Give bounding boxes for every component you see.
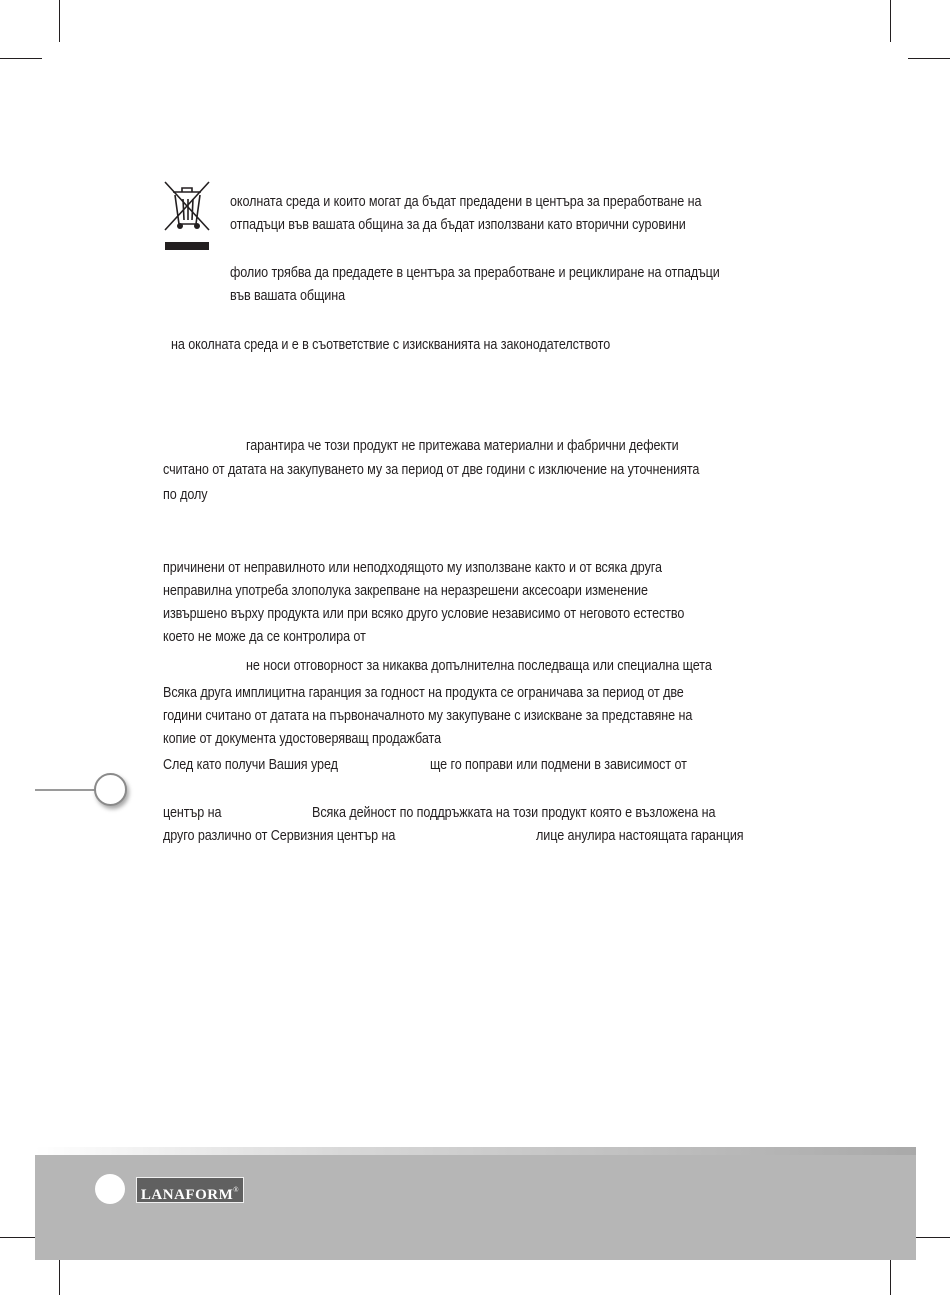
text-line: което не може да се контролира от — [163, 628, 366, 645]
logo-text: LANAFORM — [140, 1187, 234, 1203]
crossed-out-wheelie-bin-icon — [163, 180, 213, 252]
text-line: причинени от неправилното или неподходящото му използване както и от всяка друга — [163, 559, 662, 576]
footer-band — [35, 1151, 916, 1260]
side-tab-line — [35, 789, 97, 791]
side-tab-circle — [94, 773, 127, 806]
crop-mark — [0, 58, 42, 59]
registered-mark: ® — [233, 1186, 240, 1194]
text-line: ще го поправи или подмени в зависимост от — [430, 756, 687, 773]
text-line: Всяка друга имплицитна гаранция за годност на продукта се ограничава за период от две — [163, 684, 684, 701]
text-line: фолио трябва да предадете в центъра за преработване и рециклиране на отпадъци — [230, 264, 720, 281]
text-line: гарантира че този продукт не притежава материални и фабрични дефекти — [246, 437, 679, 454]
text-line: Всяка дейност по поддръжката на този продукт която е възложена на — [312, 804, 716, 821]
text-line: във вашата община — [230, 287, 346, 304]
text-line: След като получи Вашия уред — [163, 756, 338, 773]
text-line: околната среда и които могат да бъдат предадени в центъра за преработване на — [230, 193, 702, 210]
text-line: отпадъци във вашата община за да бъдат използвани като вторични суровини — [230, 216, 686, 233]
text-line: на околната среда и е в съответствие с изискванията на законодателството — [171, 336, 611, 353]
lanaform-logo — [136, 1177, 244, 1203]
text-line: не носи отговорност за никаква допълнителна последваща или специална щета — [246, 657, 712, 674]
text-line: лице анулира настоящата гаранция — [536, 827, 744, 844]
text-line: считано от датата на закупуването му за период от две години с изключение на уточненията — [163, 461, 700, 478]
footer-gradient-strip — [35, 1147, 916, 1155]
text-line: център на — [163, 804, 222, 821]
text-line: по долу — [163, 486, 208, 503]
text-line: копие от документа удостоверяващ продажбата — [163, 730, 442, 747]
page-number-circle — [95, 1174, 125, 1204]
crop-mark — [890, 0, 891, 42]
text-line: неправилна употреба злополука закрепване на неразрешени аксесоари изменение — [163, 582, 648, 599]
text-line: друго различно от Сервизния център на — [163, 827, 396, 844]
crop-mark — [908, 58, 950, 59]
crop-mark — [59, 0, 60, 42]
text-line: извършено върху продукта или при всяко друго условие независимо от неговото естество — [163, 605, 685, 622]
text-line: години считано от датата на първоначалното му закупуване с изискване за представяне на — [163, 707, 693, 724]
